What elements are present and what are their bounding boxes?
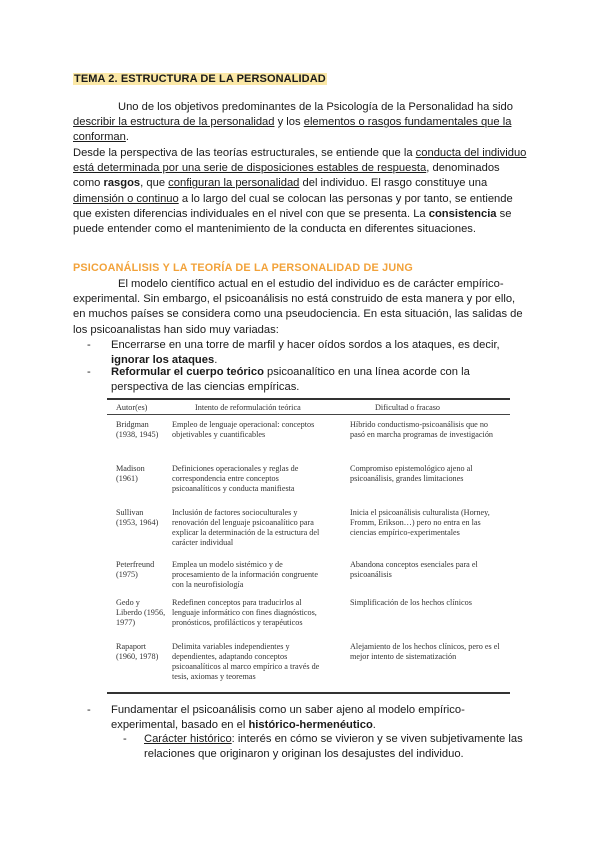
underlined-text: conducta del individuo está determinada por una serie de disposiciones estables de respuesta bbox=[73, 147, 527, 175]
page-title: TEMA 2. ESTRUCTURA DE LA PERSONALIDAD bbox=[74, 73, 326, 85]
text-run: El modelo científico actual en el estudio del individuo es de carácter empírico-experimental. Sin embargo, el psicoanálisis no está construido de esta manera y por ello, en muchos países se considera como una pseudociencia. En esta situación, las salidas de los psicoanalistas han sido muy variadas: bbox=[73, 278, 523, 336]
sub-bullet-item bbox=[123, 732, 531, 762]
text-run: Encerrarse en una torre de marfil y hacer oídos sordos a los ataques, es decir, bbox=[111, 339, 500, 351]
section-paragraph bbox=[73, 277, 528, 338]
text-run: psicoanalítico en una línea acorde con la perspectiva de las ciencias empíricas. bbox=[111, 366, 470, 394]
text-run: . bbox=[125, 131, 129, 144]
table-cell-author: Bridgman (1938, 1945) bbox=[116, 420, 159, 439]
underlined-text: Carácter histórico bbox=[144, 733, 232, 745]
text-run: se puede entender como el mantenimiento de la conducta en diferentes situaciones. bbox=[73, 207, 512, 236]
text-run: : interés en cómo se vivieron y se viven subjetivamente las relaciones que originaron y originan los desajustes del individuo. bbox=[144, 733, 523, 761]
dash-bullet: - bbox=[87, 366, 91, 378]
bold-text: histórico-hermenéutico bbox=[248, 719, 373, 732]
underlined-text: configuran la personalidad bbox=[168, 177, 300, 190]
text-run: Desde la perspectiva de las teorías estructurales, se entiende que la bbox=[73, 147, 416, 159]
traits-paragraph bbox=[73, 146, 528, 237]
table-cell-attempt: Inclusión de factores socioculturales y renovación del lenguaje psicoanalítico para explicar la determinación de la estructura del carácter individual bbox=[172, 508, 320, 547]
table-cell-difficulty: Inicia el psicoanálisis culturalista (Horney, Fromm, Erikson…) pero no entra en las ciencias empírico-experimentales bbox=[350, 508, 490, 537]
bold-text: ignorar los ataques bbox=[111, 354, 215, 367]
text-run: , que bbox=[140, 177, 169, 190]
table-cell-attempt: Redefinen conceptos para traducirlos al lenguaje informático con fines diagnósticos, pronósticos, profilácticos y terapéuticos bbox=[172, 598, 317, 627]
intro-paragraph bbox=[73, 100, 528, 146]
text-run: del individuo. El rasgo constituye una bbox=[299, 177, 488, 190]
table-cell-difficulty: Simplificación de los hechos clínicos bbox=[350, 598, 472, 607]
bullet-item bbox=[87, 703, 530, 733]
text-run: y los bbox=[274, 116, 304, 129]
dash-bullet: - bbox=[123, 733, 127, 745]
table-cell-author: Gedo y Liberdo (1956, 1977) bbox=[116, 598, 166, 627]
bullet-item bbox=[87, 365, 530, 395]
table-cell-attempt: Definiciones operacionales y reglas de correspondencia entre conceptos psicoanalíticos y conducta manifiesta bbox=[172, 464, 299, 493]
dash-bullet: - bbox=[87, 704, 91, 716]
underlined-text: elementos o rasgos fundamentales que la conforman bbox=[73, 116, 512, 144]
table-cell-author: Sullivan (1953, 1964) bbox=[116, 508, 159, 527]
table-rule bbox=[107, 692, 510, 694]
table-cell-difficulty: Híbrido conductismo-psicoanálisis que no pasó en marcha programas de investigación bbox=[350, 420, 494, 439]
text-run: . bbox=[372, 719, 376, 732]
table-cell-difficulty: Alejamiento de los hechos clínicos, pero es el mejor intento de sistematización bbox=[350, 642, 500, 661]
table-rule bbox=[107, 414, 510, 415]
text-run: , denominados como bbox=[73, 162, 500, 190]
bold-text: rasgos bbox=[103, 177, 141, 190]
table-cell-difficulty: Compromiso epistemológico ajeno al psicoanálisis, grandes limitaciones bbox=[350, 464, 473, 483]
table-cell-author: Rapaport (1960, 1978) bbox=[116, 642, 159, 661]
text-run: Fundamentar el psicoanálisis como un saber ajeno al modelo empírico-experimental, basado en el bbox=[111, 704, 465, 732]
table-cell-attempt: Delimita variables independientes y dependientes, adaptando conceptos psicoanalíticos al marco empírico a través de tesis, axiomas y teoremas bbox=[172, 642, 320, 681]
table-cell-attempt: Emplea un modelo sistémico y de procesamiento de la información congruente con la neurofisiología bbox=[172, 560, 318, 589]
table-header: Intento de reformulación teórica bbox=[195, 403, 301, 412]
table-cell-author: Madison (1961) bbox=[116, 464, 145, 483]
table-header: Autor(es) bbox=[116, 403, 148, 412]
table-cell-attempt: Empleo de lenguaje operacional: conceptos objetivables y cuantificables bbox=[172, 420, 315, 439]
text-run: Uno de los objetivos predominantes de la Psicología de la Personalidad ha sido bbox=[118, 101, 513, 113]
bold-text: consistencia bbox=[428, 207, 497, 220]
section-heading: PSICOANÁLISIS Y LA TEORÍA DE LA PERSONALIDAD DE JUNG bbox=[73, 262, 413, 274]
table-rule bbox=[107, 398, 510, 400]
underlined-text: dimensión o continuo bbox=[73, 192, 179, 205]
dash-bullet: - bbox=[87, 339, 91, 351]
bullet-item bbox=[87, 338, 530, 368]
table-cell-difficulty: Abandona conceptos esenciales para el psicoanálisis bbox=[350, 560, 478, 579]
table-cell-author: Peterfreund (1975) bbox=[116, 560, 155, 579]
table-header: Dificultad o fracaso bbox=[375, 403, 441, 412]
bold-text: Reformular el cuerpo teórico bbox=[111, 366, 264, 378]
text-run: a lo largo del cual se colocan las personas y por tanto, se entiende que existen diferencias individuales en el nivel con que se presenta. La bbox=[73, 192, 513, 220]
text-run: . bbox=[214, 354, 218, 367]
underlined-text: describir la estructura de la personalidad bbox=[73, 116, 275, 129]
